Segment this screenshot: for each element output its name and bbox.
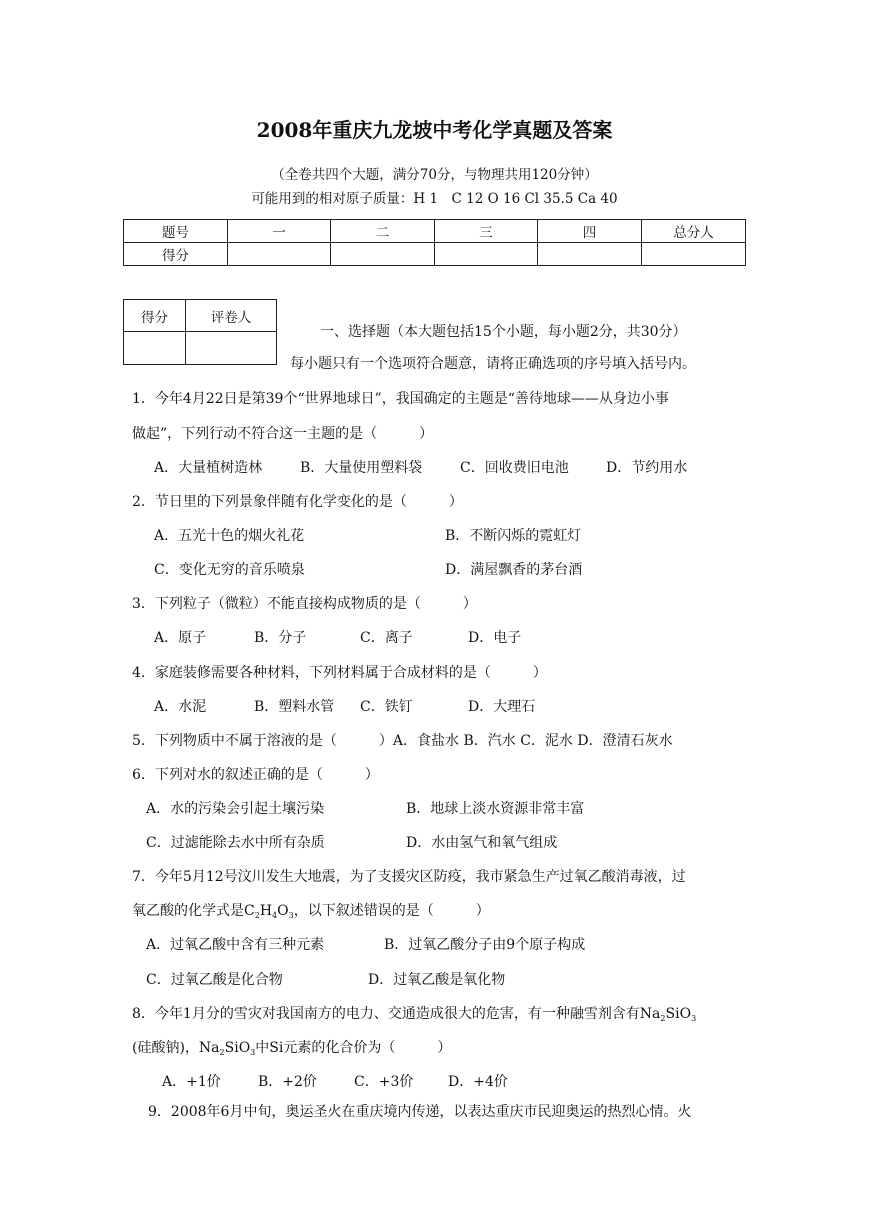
question-7-line-2	[132, 900, 490, 920]
formula-subscript: 4	[272, 911, 278, 920]
score-table-header: 总分人	[642, 220, 746, 243]
formula-subscript: 2	[219, 1048, 225, 1057]
q8-option-d[interactable]: D．+4价	[448, 1074, 508, 1090]
q2-option-c[interactable]: C．变化无穷的音乐喷泉	[154, 562, 305, 578]
score-cell[interactable]	[331, 243, 435, 266]
formula-element: SiO	[665, 1006, 692, 1022]
q1-option-b[interactable]: B．大量使用塑料袋	[300, 460, 423, 476]
q2-option-a[interactable]: A．五光十色的烟火礼花	[154, 528, 305, 544]
question-2: 2．节日里的下列景象伴随有化学变化的是（ ）	[132, 494, 463, 510]
formula-subscript: 2	[254, 911, 260, 920]
q7-text-pre: 氧乙酸的化学式是C	[132, 903, 255, 919]
score-cell[interactable]	[642, 243, 746, 266]
formula-element: H	[259, 903, 273, 919]
grader-score-cell[interactable]	[124, 332, 186, 365]
score-table-header: 四	[538, 220, 642, 243]
q3-option-d[interactable]: D．电子	[468, 630, 522, 646]
score-table-header-row	[124, 220, 746, 243]
q7-option-d[interactable]: D．过氧乙酸是氧化物	[368, 972, 506, 988]
page-title: 2008年重庆九龙坡中考化学真题及答案	[256, 118, 613, 142]
section-instruction: 每小题只有一个选项符合题意，请将正确选项的序号填入括号内。	[290, 356, 696, 372]
atomic-masses: 可能用到的相对原子质量：H 1 C 12 O 16 Cl 35.5 Ca 40	[251, 191, 618, 207]
q8-line2-pre: (硅酸钠)，Na	[132, 1040, 220, 1056]
formula-subscript: 3	[288, 911, 294, 920]
question-5: 5．下列物质中不属于溶液的是（ ）A．食盐水 B．汽水 C．泥水 D．澄清石灰水	[132, 733, 673, 749]
q8-option-a[interactable]: A．+1价	[162, 1074, 221, 1090]
score-table	[123, 219, 746, 266]
score-cell[interactable]	[538, 243, 642, 266]
question-4: 4．家庭装修需要各种材料，下列材料属于合成材料的是（ ）	[132, 665, 547, 681]
q6-option-c[interactable]: C．过滤能除去水中所有杂质	[146, 835, 325, 851]
q3-option-b[interactable]: B．分子	[254, 630, 307, 646]
q7-option-a[interactable]: A．过氧乙酸中含有三种元素	[146, 937, 325, 953]
question-7-line-1: 7．今年5月12号汶川发生大地震，为了支援灾区防疫，我市紧急生产过氧乙酸消毒液，过	[132, 869, 686, 885]
question-1-line-1: 1．今年4月22日是第39个“世界地球日”，我国确定的主题是“善待地球——从身边小事	[132, 391, 669, 407]
q4-option-c[interactable]: C．铁钉	[360, 699, 413, 715]
q7-option-b[interactable]: B．过氧乙酸分子由9个原子构成	[384, 937, 586, 953]
q7-option-c[interactable]: C．过氧乙酸是化合物	[146, 972, 283, 988]
grader-box	[123, 299, 277, 365]
q8-option-c[interactable]: C．+3价	[354, 1074, 414, 1090]
q1-option-a[interactable]: A．大量植树造林	[154, 460, 263, 476]
formula-subscript: 2	[660, 1014, 666, 1023]
question-8-line-1	[132, 1003, 696, 1023]
formula-element: O	[277, 903, 289, 919]
q2-option-d[interactable]: D．满屋飘香的茅台酒	[445, 562, 583, 578]
q8-option-b[interactable]: B．+2价	[258, 1074, 317, 1090]
score-row-label: 得分	[124, 243, 228, 266]
q7-text-post: ，以下叙述错误的是（ ）	[293, 903, 490, 919]
q1-option-c[interactable]: C．回收费旧电池	[460, 460, 569, 476]
question-3: 3．下列粒子（微粒）不能直接构成物质的是（ ）	[132, 596, 477, 612]
q6-option-a[interactable]: A．水的污染会引起土壤污染	[146, 801, 325, 817]
q3-option-a[interactable]: A．原子	[154, 630, 207, 646]
score-table-header: 题号	[124, 220, 228, 243]
score-cell[interactable]	[435, 243, 538, 266]
q1-option-d[interactable]: D．节约用水	[606, 460, 688, 476]
q6-option-d[interactable]: D．水由氢气和氧气组成	[406, 835, 558, 851]
q8-text-pre: 8．今年1月分的雪灾对我国南方的电力、交通造成很大的危害，有一种融雪剂含有Na	[132, 1006, 661, 1022]
q4-option-d[interactable]: D．大理石	[468, 699, 536, 715]
section-title: 一、选择题（本大题包括15个小题，每小题2分，共30分）	[320, 324, 687, 340]
q4-option-a[interactable]: A．水泥	[154, 699, 207, 715]
q8-line2-post: 中Si元素的化合价为（ ）	[255, 1040, 452, 1056]
grader-name-cell[interactable]	[186, 332, 277, 365]
score-table-header: 一	[228, 220, 331, 243]
grader-label: 评卷人	[186, 300, 277, 332]
exam-info: （全卷共四个大题，满分70分，与物理共用120分钟）	[271, 167, 598, 183]
question-6: 6．下列对水的叙述正确的是（ ）	[132, 767, 379, 783]
question-1-line-2: 做起”，下列行动不符合这一主题的是（ ）	[132, 426, 434, 442]
question-9-line-1: 9．2008年6月中旬，奥运圣火在重庆境内传递，以表达重庆市民迎奥运的热烈心情。火	[148, 1104, 692, 1120]
q4-option-b[interactable]: B．塑料水管	[254, 699, 335, 715]
score-table-header: 三	[435, 220, 538, 243]
grader-score-label: 得分	[124, 300, 186, 332]
q6-option-b[interactable]: B．地球上淡水资源非常丰富	[406, 801, 585, 817]
score-table-header: 二	[331, 220, 435, 243]
score-cell[interactable]	[228, 243, 331, 266]
formula-subscript: 3	[691, 1014, 697, 1023]
formula-subscript: 3	[250, 1048, 256, 1057]
formula-element: SiO	[224, 1040, 251, 1056]
q2-option-b[interactable]: B．不断闪烁的霓虹灯	[445, 528, 582, 544]
score-table-row	[124, 243, 746, 266]
question-8-line-2	[132, 1037, 451, 1057]
q3-option-c[interactable]: C．离子	[360, 630, 413, 646]
